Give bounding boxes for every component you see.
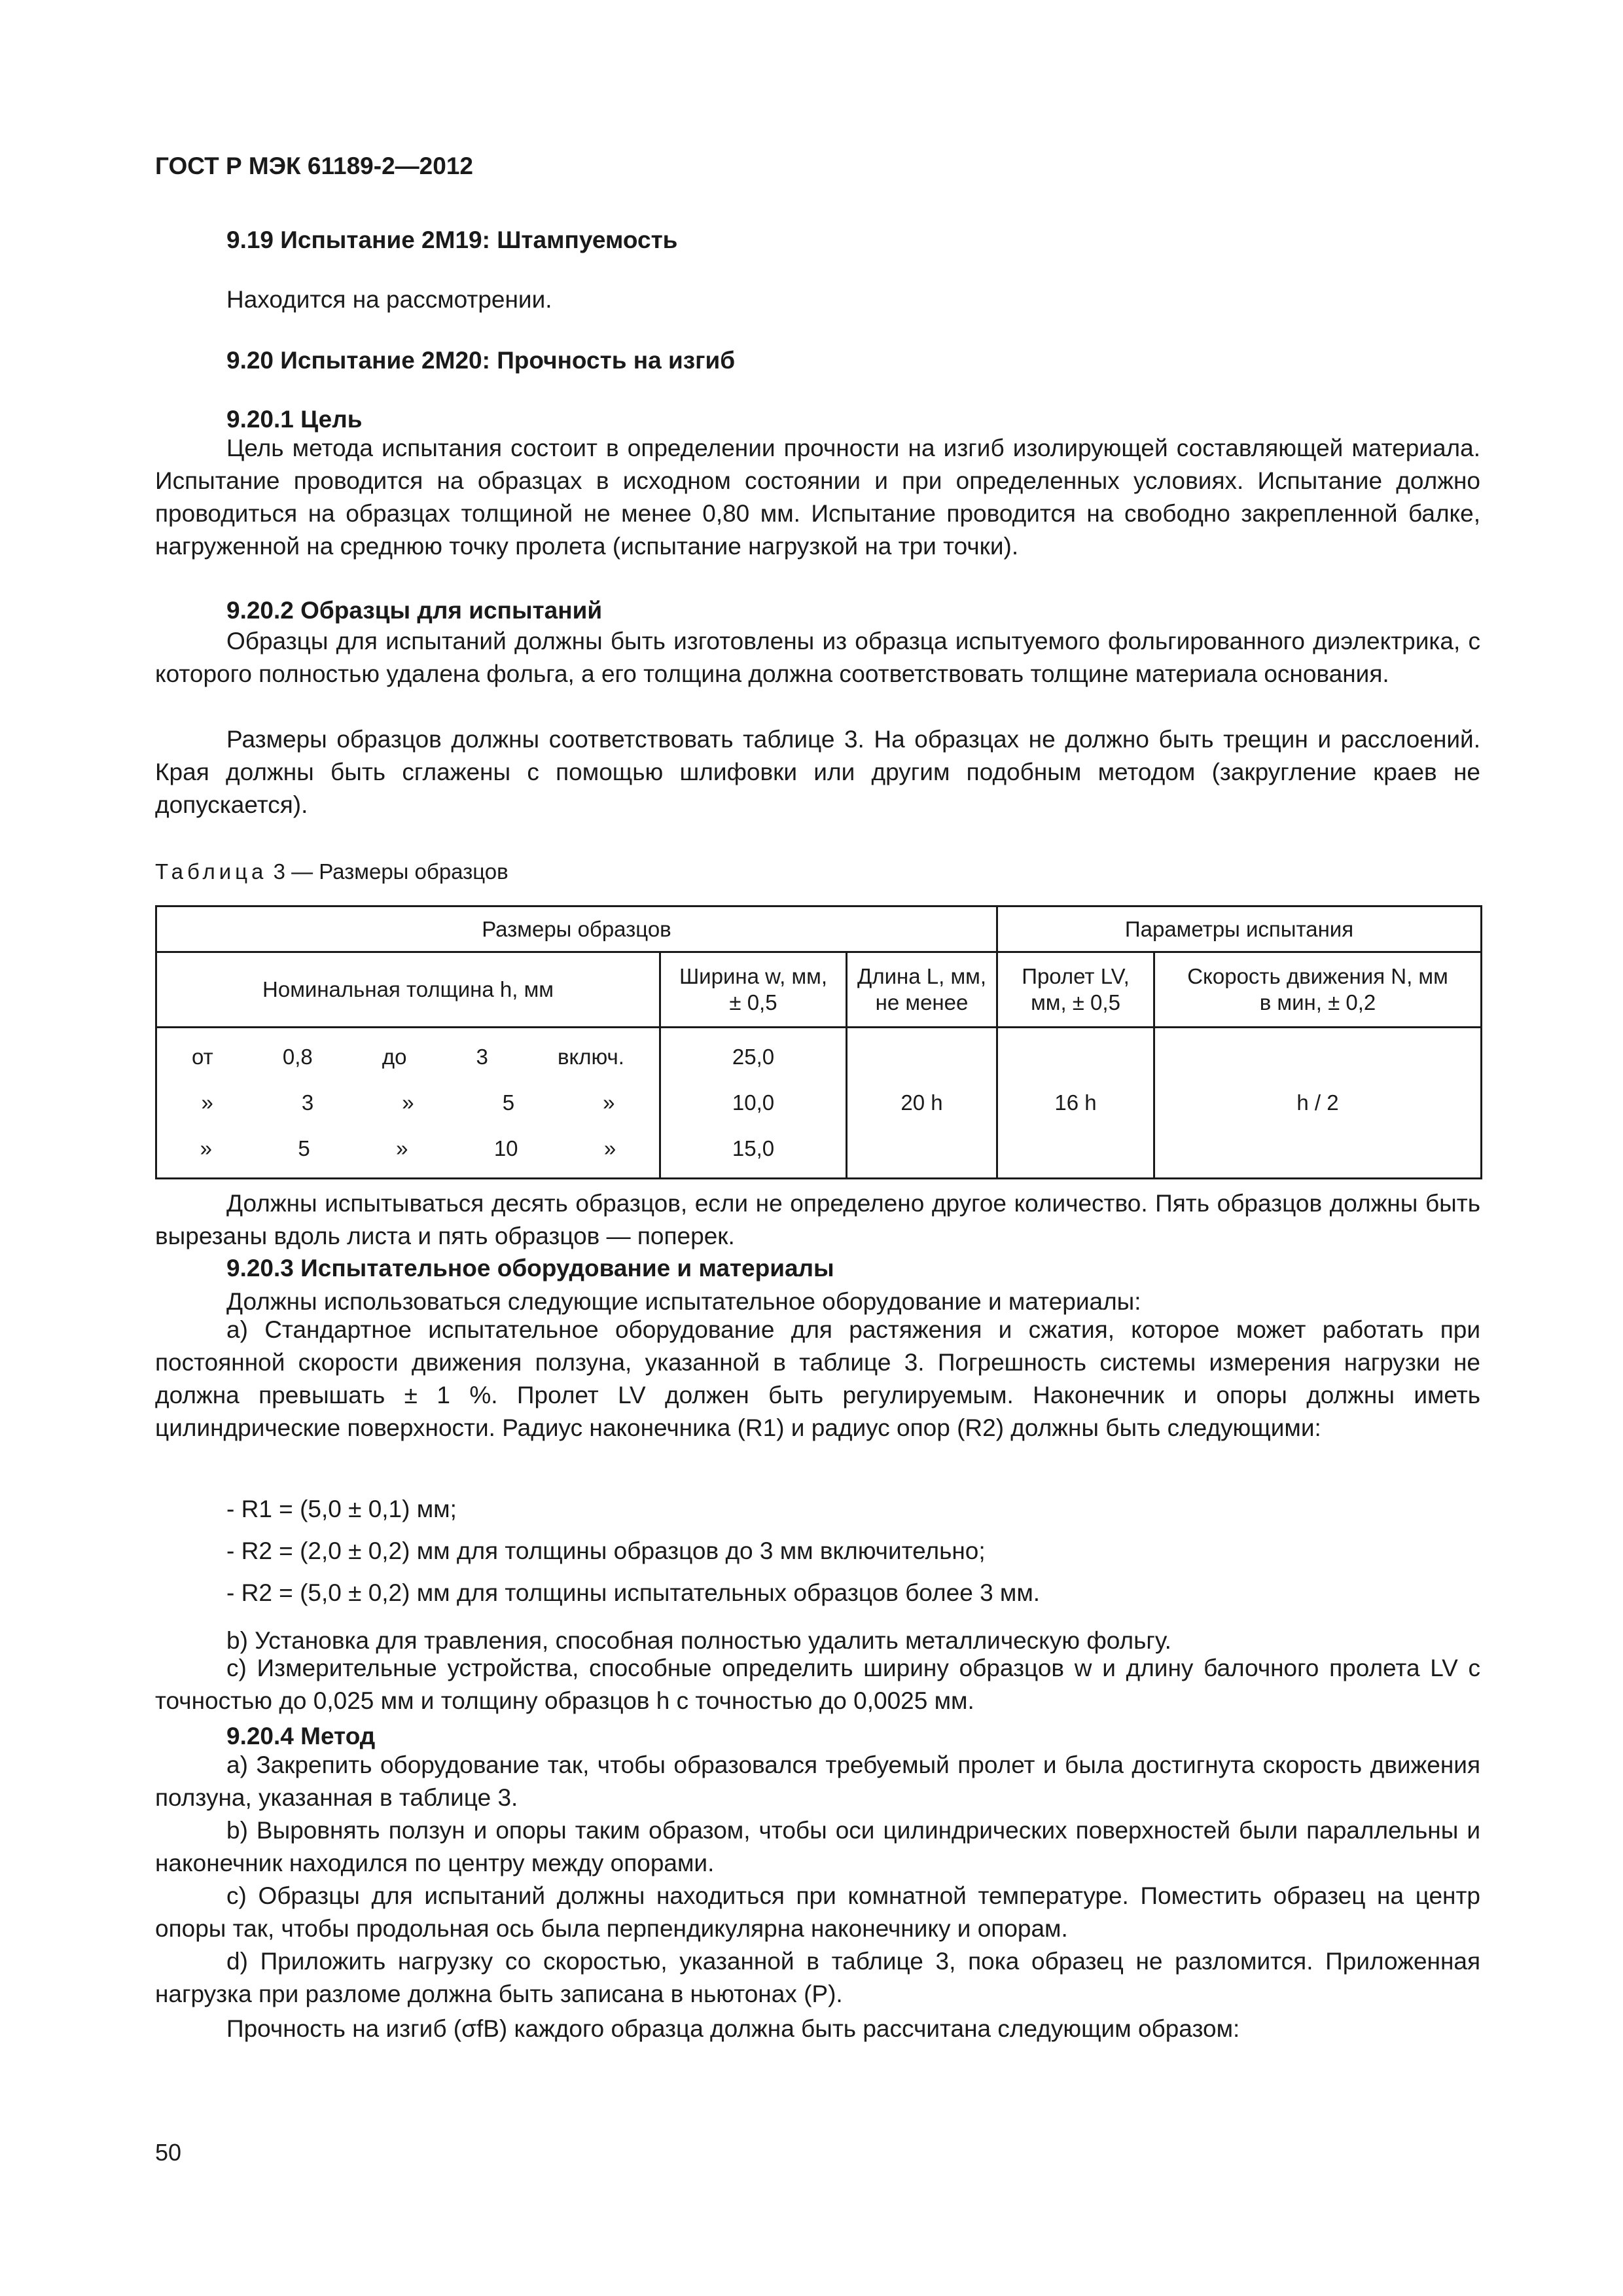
table-header-thickness: Номинальная толщина h, мм — [156, 952, 660, 1028]
section-9-19-text: Находится на рассмотрении. — [226, 286, 552, 313]
table-cell: 3 — [301, 1090, 314, 1115]
section-9-19-title: 9.19 Испытание 2М19: Штампуемость — [226, 226, 678, 253]
radius-list-item: - R2 = (2,0 ± 0,2) мм для толщины образцов до 3 мм включительно; — [226, 1537, 986, 1564]
after-table-text: Должны испытываться десять образцов, если не определено другое количество. Пять образцов должны быть вырезаны вдоль листа и пять образцов — поперек. — [155, 1190, 1480, 1249]
section-9-20-4-item-c: с) Образцы для испытаний должны находиться при комнатной температуре. Поместить образец на центр опоры так, чтобы продольная ось была перпендикулярна наконечнику и опорам. — [155, 1882, 1480, 1942]
radius-list-item: - R2 = (5,0 ± 0,2) мм для толщины испытательных образцов более 3 мм. — [226, 1579, 1041, 1606]
table-header-span-line-2: мм, ± 0,5 — [1031, 990, 1120, 1014]
table-header-span — [997, 952, 1154, 1028]
table-cell: 0,8 — [282, 1045, 313, 1069]
section-9-20-4-item-a: а) Закрепить оборудование так, чтобы образовался требуемый пролет и была достигнута скорость движения ползуна, указанная в таблице 3. — [155, 1751, 1480, 1811]
table-cell: » — [201, 1090, 213, 1115]
table-caption — [155, 859, 508, 884]
table-cell: 5 — [502, 1090, 515, 1115]
table-cell: » — [396, 1136, 408, 1160]
table-header-span-line-1: Пролет LV, — [1022, 964, 1130, 988]
table-caption-prefix: Таблица — [155, 859, 268, 884]
table-group-test-parameters: Параметры испытания — [997, 906, 1482, 952]
table-width-cell — [660, 1028, 847, 1179]
table-header-width — [660, 952, 847, 1028]
document-header: ГОСТ Р МЭК 61189-2—2012 — [155, 152, 473, 179]
table-header-length-line-2: не менее — [875, 990, 969, 1014]
table-cell: » — [603, 1090, 615, 1115]
table-cell: » — [603, 1136, 616, 1160]
section-9-20-1-text: Цель метода испытания состоит в определении прочности на изгиб изолирующей составляющей материала. Испытание проводится на образцах в исходном состоянии и при определенных условиях. Испытание должно проводиться на образцах толщиной не менее 0,80 мм. Испытание проводится на свободно закрепленной балке, нагруженной на среднюю точку пролета (испытание нагрузкой на три точки). — [155, 435, 1480, 560]
radius-list-item: - R1 = (5,0 ± 0,1) мм; — [226, 1496, 457, 1522]
table-thickness-cell — [156, 1028, 660, 1179]
table-cell: включ. — [557, 1045, 624, 1069]
page-number: 50 — [155, 2139, 182, 2166]
table-header-width-line-1: Ширина w, мм, — [679, 964, 828, 988]
section-9-20-3-title: 9.20.3 Испытательное оборудование и материалы — [226, 1255, 834, 1282]
table-cell: » — [402, 1090, 414, 1115]
table-cell: от — [192, 1045, 213, 1069]
table-span-value: 16 h — [997, 1028, 1154, 1179]
table-header-width-line-2: ± 0,5 — [729, 990, 777, 1014]
table-row — [157, 1044, 659, 1070]
section-9-20-4-item-d: d) Приложить нагрузку со скоростью, указанной в таблице 3, пока образец не разломится. Приложенная нагрузка при разломе должна быть записана в ньютонах (P). — [155, 1948, 1480, 2007]
table-caption-text: 3 — Размеры образцов — [273, 859, 508, 884]
table-cell: 10,0 — [732, 1090, 775, 1115]
section-9-20-3-item-b: b) Установка для травления, способная полностью удалить металлическую фольгу. — [226, 1627, 1171, 1654]
section-9-20-2-para-2: Размеры образцов должны соответствовать таблице 3. На образцах не должно быть трещин и расслоений. Края должны быть сглажены с помощью шлифовки или другим подобным методом (закругление краев не допускается). — [155, 726, 1480, 818]
table-speed-value: h / 2 — [1154, 1028, 1482, 1179]
section-9-20-1-title: 9.20.1 Цель — [226, 406, 363, 433]
section-9-20-3-item-a: а) Стандартное испытательное оборудование для растяжения и сжатия, которое может работать при постоянной скорости движения ползуна, указанной в таблице 3. Погрешность системы измерения нагрузки не должна превышать ± 1 %. Пролет LV должен быть регулируемым. Наконечник и опоры должны иметь цилиндрические поверхности. Радиус наконечника (R1) и радиус опор (R2) должны быть следующими: — [155, 1316, 1480, 1441]
section-9-20-3-intro: Должны использоваться следующие испытательное оборудование и материалы: — [226, 1288, 1141, 1315]
table-header-length — [847, 952, 997, 1028]
table-cell: 10 — [493, 1136, 518, 1160]
table-cell: до — [382, 1045, 407, 1069]
section-9-20-4-title: 9.20.4 Метод — [226, 1723, 376, 1749]
table-header-speed-line-2: в мин, ± 0,2 — [1259, 990, 1376, 1014]
table-cell: 5 — [298, 1136, 310, 1160]
section-9-20-2-para-1: Образцы для испытаний должны быть изготовлены из образца испытуемого фольгированного диэлектрика, с которого полностью удалена фольга, а его толщина должна соответствовать толщине материала основания. — [155, 628, 1480, 687]
section-9-20-3-item-c: с) Измерительные устройства, способные определить ширину образцов w и длину балочного пролета LV с точностью до 0,025 мм и толщину образцов h с точностью до 0,0025 мм. — [155, 1655, 1480, 1714]
table-cell: 25,0 — [732, 1045, 775, 1069]
table-length-value: 20 h — [847, 1028, 997, 1179]
section-9-20-2-title: 9.20.2 Образцы для испытаний — [226, 597, 603, 624]
section-9-20-4-formula-intro: Прочность на изгиб (σfB) каждого образца должна быть рассчитана следующим образом: — [226, 2015, 1240, 2042]
table-cell: 3 — [476, 1045, 488, 1069]
section-9-20-4-item-b: b) Выровнять ползун и опоры таким образом, чтобы оси цилиндрических поверхностей были параллельны и наконечник находился по центру между опорами. — [155, 1817, 1480, 1876]
table-header-length-line-1: Длина L, мм, — [857, 964, 987, 988]
table-row — [157, 1090, 659, 1116]
table-header-speed — [1154, 952, 1482, 1028]
table-header-speed-line-1: Скорость движения N, мм — [1187, 964, 1448, 988]
section-9-20-title: 9.20 Испытание 2М20: Прочность на изгиб — [226, 347, 736, 374]
table-row — [157, 1136, 659, 1162]
table-cell: 15,0 — [732, 1136, 775, 1160]
table-group-specimen-dimensions: Размеры образцов — [156, 906, 997, 952]
specimen-dimensions-table — [155, 905, 1482, 1179]
table-cell: » — [200, 1136, 213, 1160]
